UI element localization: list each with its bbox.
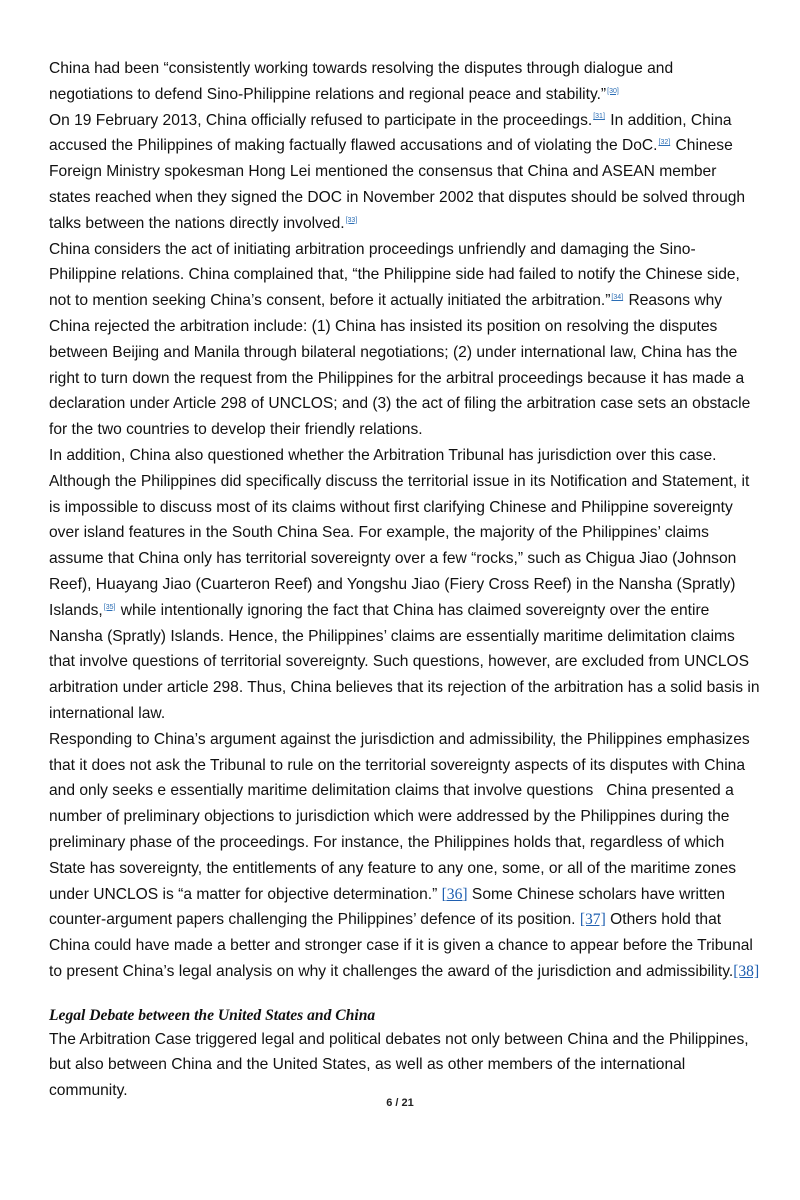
footnote-reference-link[interactable]: [32] xyxy=(658,139,671,147)
paragraph-text: China considers the act of initiating arbitration proceedings unfriendly and damaging the Sino-Philippine relations. China complained that, “the Philippine side had failed to notify the Chinese side, not to mention seeking China’s consent, before it actually initiated the arbitration.” xyxy=(49,240,740,310)
paragraph-text: Some Chinese scholars have written counter-argument papers challenging the Philippines’ defence of its position. xyxy=(49,885,726,929)
footnote-reference-link[interactable]: [38] xyxy=(733,962,760,980)
paragraph-text: In addition, China also questioned whether the Arbitration Tribunal has jurisdiction over this case. Although the Philippines did specifically discuss the territorial issue in its Notification and Statement, it is impossible to discuss most of its claims without first clarifying Chinese and Philippine sovereignty over island features in the South China Sea. For example, the majority of the Philippines’ claims assume that China only has territorial sovereignty over a few “rocks,” such as Chigua Jiao (Johnson Reef), Huayang Jiao (Cuarteron Reef) and Yongshu Jiao (Fiery Cross Reef) in the Nansha (Spratly) Islands, xyxy=(49,446,750,619)
paragraph-text: Responding to China’s argument against the jurisdiction and admissibility, the Philippines emphasizes that it does not ask the Tribunal to rule on the territorial sovereignty aspects of its disputes with China and only seeks e essentially maritime delimitation claims that involve questions China presented a number of preliminary objections to jurisdiction which were addressed by the Philippines during the preliminary phase of the proceedings. For instance, the Philippines holds that, regardless of which State has sovereignty, the entitlements of any feature to any one, some, or all of the maritime zones under UNCLOS is “a matter for objective determination.” xyxy=(49,730,750,903)
footnote-reference-link[interactable]: [33] xyxy=(345,216,358,224)
paragraph-text: while intentionally ignoring the fact that China has claimed sovereignty over the entire Nansha (Spratly) Islands. Hence, the Philippines’ claims are essentially maritime delimitation claims that involve questions of territorial sovereignty. Such questions, however, are excluded from UNCLOS arbitration under article 298. Thus, China believes that its rejection of the arbitration has a solid basis in international law. xyxy=(49,601,760,722)
footnote-reference-link[interactable]: [37] xyxy=(579,911,606,929)
paragraph-text: Chinese Foreign Ministry spokesman Hong Lei mentioned the consensus that China and ASEAN member states reached when they signed the DOC in November 2002 that disputes should be solved through talks between the nations directly involved. xyxy=(49,137,746,232)
final-paragraph: The Arbitration Case triggered legal and political debates not only between China and the Philippines, but also between China and the United States, as well as other members of the international community. xyxy=(49,1030,749,1100)
body-paragraph xyxy=(49,727,760,985)
body-paragraph xyxy=(49,56,760,108)
footnote-reference-link[interactable]: [36] xyxy=(441,885,468,903)
paragraph-text: Others hold that China could have made a better and stronger case if it is given a chance to appear before the Tribunal to present China’s legal analysis on why it challenges the award of the jurisdiction and admissibility. xyxy=(49,911,753,980)
body-paragraph xyxy=(49,237,760,443)
footnote-reference-link[interactable]: [31] xyxy=(593,113,605,121)
body-paragraph xyxy=(49,108,760,237)
body-paragraph xyxy=(49,443,760,727)
page-number: 6 / 21 xyxy=(386,1097,414,1109)
footnote-reference-link[interactable]: [30] xyxy=(607,87,619,95)
document-body xyxy=(49,56,760,1104)
paragraph-list xyxy=(49,56,760,985)
section-heading: Legal Debate between the United States and China xyxy=(49,1006,376,1024)
paragraph-text: China had been “consistently working towards resolving the disputes through dialogue and negotiations to defend Sino-Philippine relations and regional peace and stability.” xyxy=(49,60,674,103)
paragraph-text: Reasons why China rejected the arbitration include: (1) China has insisted its position on resolving the disputes between Beijing and Manila through bilateral negotiations; (2) under international law, China has the right to turn down the request from the Philippines for the arbitral proceedings because it has made a declaration under Article 298 of UNCLOS; and (3) the act of filing the arbitration case sets an obstacle for the two countries to develop their friendly relations. xyxy=(49,292,751,439)
paragraph-text: On 19 February 2013, China officially refused to participate in the proceedings. xyxy=(49,111,593,129)
footnote-reference-link[interactable]: [34] xyxy=(611,293,624,301)
paragraph-text: In addition, China accused the Philippines of making factually flawed accusations and of violating the DoC. xyxy=(49,111,732,155)
footnote-reference-link[interactable]: [35] xyxy=(103,603,116,611)
